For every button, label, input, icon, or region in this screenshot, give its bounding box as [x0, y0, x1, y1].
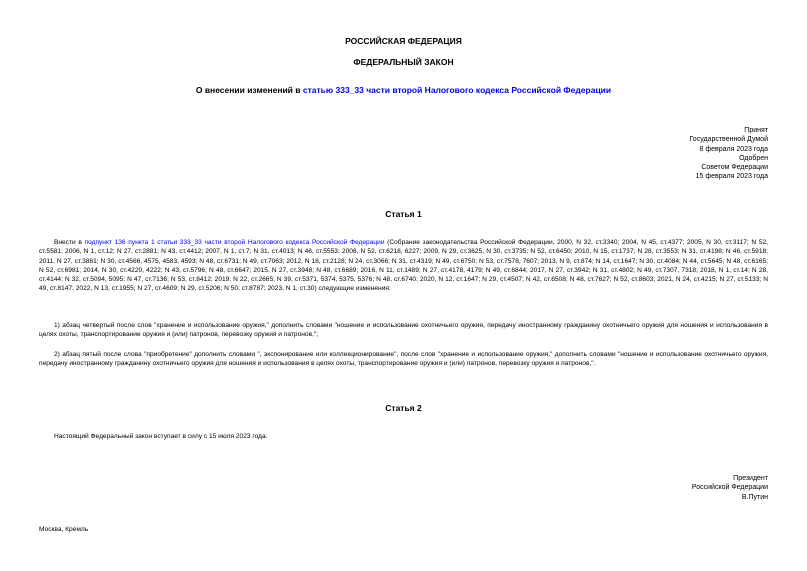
signature-line: Президент — [733, 475, 768, 482]
article1-intro — [39, 238, 768, 294]
adoption-line: Советом Федерации — [701, 164, 768, 172]
adoption-block — [689, 126, 768, 182]
signature-line: Российской Федерации — [691, 484, 768, 492]
adoption-line: Государственной Думой — [689, 136, 768, 144]
law-type-heading: ФЕДЕРАЛЬНЫЙ ЗАКОН — [353, 57, 454, 67]
article1-heading: Статья 1 — [385, 209, 422, 219]
law-title-prefix: О внесении изменений в — [195, 85, 303, 95]
article2-text: Настоящий Федеральный закон вступает в силу с 15 июля 2023 года. — [54, 433, 268, 440]
law-title — [0, 85, 807, 95]
intro-rest: (Собрание законодательства Российской Федерации, 2000, N 32, ст.3340; 2004, N 45, ст.4377; 2005, N 30, ст.3117; N 52, ст.5581; 2006, N 1, ст.12; N 27, ст.2881; N 43, ст.4412; 2007, N 1, ст.7; N 31, ст.4013; N 46, ст.5553; 2008, N 52, ст.6218, 6227; 2009, N 29, ст.3625; N 30, ст.3735; N 52, ст.6450; 2010, N 15, ст.1737; N 28, ст.3553; N 31, ст.4198; N 46, ст.5918; 2011, N 27, ст.3881; N 30, ст.4566, 4575, 4583, 4593; N 48, ст.6731; N 49, ст.7063; 2012, N 18, ст.2128; N 24, ст.3066; N 31, ст.4319; N 49, ст.6750; N 53, ст.7578, 7607; 2013, N 9, ст.874; N 14, ст.1647; N 30, ст.4084; N 44, ст.5645; N 48, ст.6165; N 52, ст.6981; 2014, N 30, ст.4220, 4222; N 43, ст.5796; N 48, ст.6647; 2015, N 27, ст.3948; N 48, ст.6689; 2016, N 11, ст.1489; N 27, ст.4178, 4179; N 49, ст.6844; 2017, N 27, ст.3942; N 31, ст.4802; N 49, ст.7307, 7318; 2018, N 1, ст.14; N 28, ст.4144; N 32, ст.5094, 5095; N 47, ст.7136; N 53, ст.8412; 2019, N 22, ст.2665; N 39, ст.5371, 5374, 5375, 5376; N 48, ст.6740; 2020, N 12, ст.1647; N 29, ст.4507; N 42, ст.6508; N 48, ст.7627; N 52, ст.8603; 2021, N 24, ст.4215; N 27, ст.5133; N 49, ст.8147; 2022, N 13, ст.1955; N 27, ст.4609; N 29, ст.5206; N 50, ст.8787; 2023, N 1, ст.30) следующие изменения: — [39, 239, 768, 293]
article2-heading: Статья 2 — [385, 403, 422, 413]
adoption-line: Одобрен — [739, 154, 768, 162]
country-heading: РОССИЙСКАЯ ФЕДЕРАЦИЯ — [345, 36, 462, 46]
intro-link[interactable]: подпункт 136 пункта 1 статьи 333_33 части второй Налогового кодекса Российской Федерации — [84, 239, 385, 246]
adoption-line: Принят — [744, 127, 768, 134]
adoption-line: 8 февраля 2023 года — [699, 145, 768, 153]
article1-item-1: 1) абзац четвертый после слов "хранение и использование оружия," дополнить словами "ношение и использование охотничьего оружия, передачу иностранному гражданину охотничьего оружия для ношения и использования в целях охоты, транспортирование оружия и (или) патронов, перевозку оружия и патронов,"; — [39, 322, 768, 339]
adoption-line: 15 февраля 2023 года — [695, 173, 768, 181]
signature-line: В.Путин — [741, 493, 768, 501]
intro-prefix: Внести в — [54, 239, 85, 246]
signature-block — [692, 474, 768, 502]
place-of-signing: Москва, Кремль — [39, 526, 89, 533]
law-title-link[interactable]: статью 333_33 части второй Налогового кодекса Российской Федерации — [302, 85, 612, 95]
article1-item-2: 2) абзац пятый после слова "приобретение" дополнить словами ", экспонирование или коллекционирование", после слов "хранение и использование оружия," дополнить словами "ношение и использование охотничьего оружия, передачу иностранному гражданину охотничьего оружия для ношения и использования в целях охоты, транспортирование оружия и (или) патронов, перевозку оружия и патронов,". — [39, 351, 768, 368]
